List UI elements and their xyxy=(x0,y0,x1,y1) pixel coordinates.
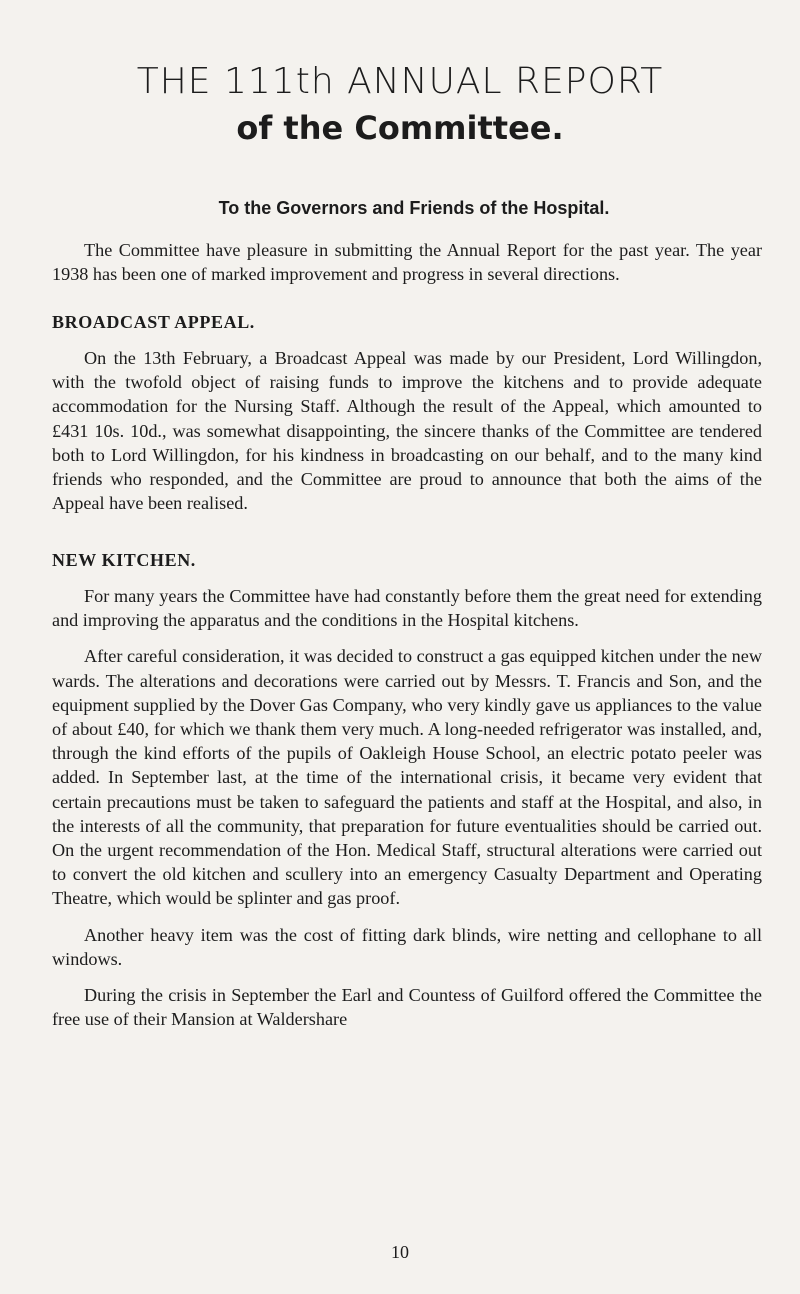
report-subtitle: of the Committee. xyxy=(236,109,564,147)
address-line: To the Governors and Friends of the Hospital. xyxy=(218,198,610,218)
intro-block xyxy=(52,238,762,286)
section-broadcast-body xyxy=(52,346,762,515)
intro-paragraph: The Committee have pleasure in submitting the Annual Report for the past year. The year 1938 has been one of marked improvement and progress in several directions. xyxy=(52,240,762,285)
paragraph: For many years the Committee have had constantly before them the great need for extending and improving the apparatus and the conditions in the Hospital kitchens. xyxy=(52,586,762,631)
paragraph: During the crisis in September the Earl and Countess of Guilford offered the Committee the free use of their Mansion at Waldershare xyxy=(52,985,762,1030)
paragraph: On the 13th February, a Broadcast Appeal was made by our President, Lord Willingdon, with the twofold object of raising funds to improve the kitchens and to provide adequate accommodation for the Nursing Staff. Although the result of the Appeal, which amounted to £431 10s. 10d., was somewhat disappointing, the sincere thanks of the Committee are tendered both to Lord Willingdon, for his kindness in broadcasting on our behalf, and to the many kind friends who responded, and the Committee are proud to announce that both the aims of the Appeal have been realised. xyxy=(52,348,762,514)
page-number: 10 xyxy=(391,1242,409,1262)
paragraph: Another heavy item was the cost of fitting dark blinds, wire netting and cellophane to all windows. xyxy=(52,924,762,969)
section-heading-kitchen: NEW KITCHEN. xyxy=(52,550,196,570)
report-title: THE 111th ANNUAL REPORT xyxy=(136,61,664,102)
section-kitchen-body xyxy=(52,584,762,1031)
section-heading-broadcast: BROADCAST APPEAL. xyxy=(52,312,255,332)
paragraph: After careful consideration, it was decided to construct a gas equipped kitchen under the new wards. The alterations and decorations were carried out by Messrs. T. Francis and Son, and the equipment supplied by the Dover Gas Company, who very kindly gave us appliances to the value of about £40, for which we thank them very much. A long-needed refrigerator was installed, and, through the kind efforts of the pupils of Oakleigh House School, an electric potato peeler was added. In September last, at the time of the international crisis, it became very evident that certain precautions must be taken to safeguard the patients and staff at the Hospital, and also, in the interests of all the community, that preparation for future eventualities should be carried out. On the urgent recommendation of the Hon. Medical Staff, structural alterations were carried out to convert the old kitchen and scullery into an emergency Casualty Department and Operating Theatre, which would be splinter and gas proof. xyxy=(52,646,762,909)
